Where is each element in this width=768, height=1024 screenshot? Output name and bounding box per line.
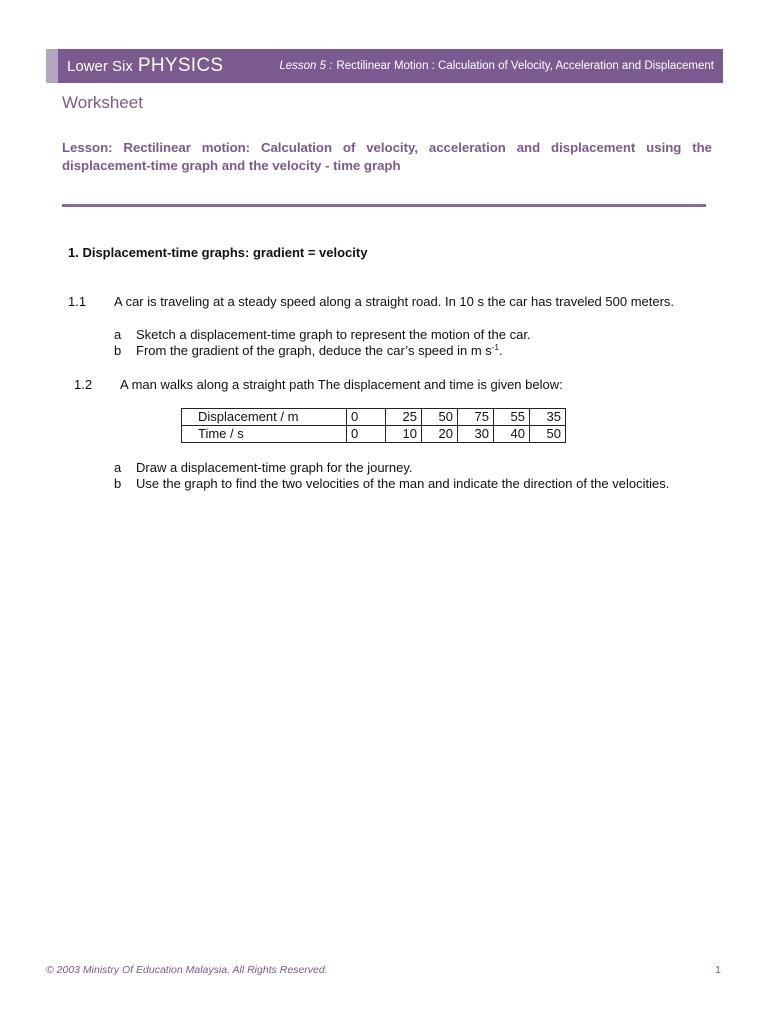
table-row xyxy=(182,409,566,426)
table-cell: 10 xyxy=(386,426,422,443)
table-cell: 0 xyxy=(347,409,386,426)
lesson-number: Lesson 5 : xyxy=(279,60,333,72)
lesson-title: Rectilinear Motion : Calculation of Velocity, Acceleration and Displacement xyxy=(336,60,714,72)
sub-text: Sketch a displacement-time graph to represent the motion of the car. xyxy=(136,327,531,342)
table-row-label: Time / s xyxy=(182,426,347,443)
table-cell: 0 xyxy=(347,426,386,443)
table-cell: 55 xyxy=(494,409,530,426)
header-stripe xyxy=(46,49,58,83)
table-cell: 25 xyxy=(386,409,422,426)
sub-question-1-2-b xyxy=(114,476,669,491)
table-cell: 35 xyxy=(530,409,566,426)
table-row-label: Displacement / m xyxy=(182,409,347,426)
sub-text: Use the graph to find the two velocities of the man and indicate the direction of the velocities. xyxy=(136,476,670,491)
table-cell: 30 xyxy=(458,426,494,443)
worksheet-title: Worksheet xyxy=(62,93,143,112)
question-number-1-1: 1.1 xyxy=(68,294,87,309)
question-number-1-2: 1.2 xyxy=(74,377,93,392)
unit-superscript: -1 xyxy=(491,343,499,352)
table-cell: 75 xyxy=(458,409,494,426)
sub-letter: a xyxy=(114,460,122,475)
table-cell: 50 xyxy=(530,426,566,443)
sub-letter: a xyxy=(114,327,122,342)
sub-letter: b xyxy=(114,343,122,358)
question-text-1-2: A man walks along a straight path The displacement and time is given below: xyxy=(120,377,563,392)
section-title: 1. Displacement-time graphs: gradient = velocity xyxy=(68,245,368,260)
header-lesson xyxy=(279,49,714,83)
course-prefix: Lower Six xyxy=(67,57,133,75)
sub-text: Draw a displacement-time graph for the journey. xyxy=(136,460,413,475)
question-text-1-1: A car is traveling at a steady speed along a straight road. In 10 s the car has traveled 500 meters. xyxy=(114,294,675,309)
sub-letter: b xyxy=(114,476,122,491)
table-row xyxy=(182,426,566,443)
header-course xyxy=(67,49,223,83)
displacement-time-table xyxy=(181,408,566,443)
divider xyxy=(62,204,706,207)
table-cell: 50 xyxy=(422,409,458,426)
table-cell: 40 xyxy=(494,426,530,443)
sub-question-1-1-b xyxy=(114,343,503,358)
sub-question-1-1-a xyxy=(114,327,531,342)
sub-text: From the gradient of the graph, deduce the car’s speed in m s xyxy=(136,343,492,358)
footer-copyright: © 2003 Ministry Of Education Malaysia. All Rights Reserved. xyxy=(46,964,328,976)
table-cell: 20 xyxy=(422,426,458,443)
sub-question-1-2-a xyxy=(114,460,413,475)
lesson-heading: Lesson: Rectilinear motion: Calculation of velocity, acceleration and displacement using the displacement-time graph and the velocity - time graph xyxy=(62,140,712,173)
sub-text-end: . xyxy=(498,343,503,358)
course-subject: PHYSICS xyxy=(137,55,224,76)
page-number: 1 xyxy=(715,964,721,976)
